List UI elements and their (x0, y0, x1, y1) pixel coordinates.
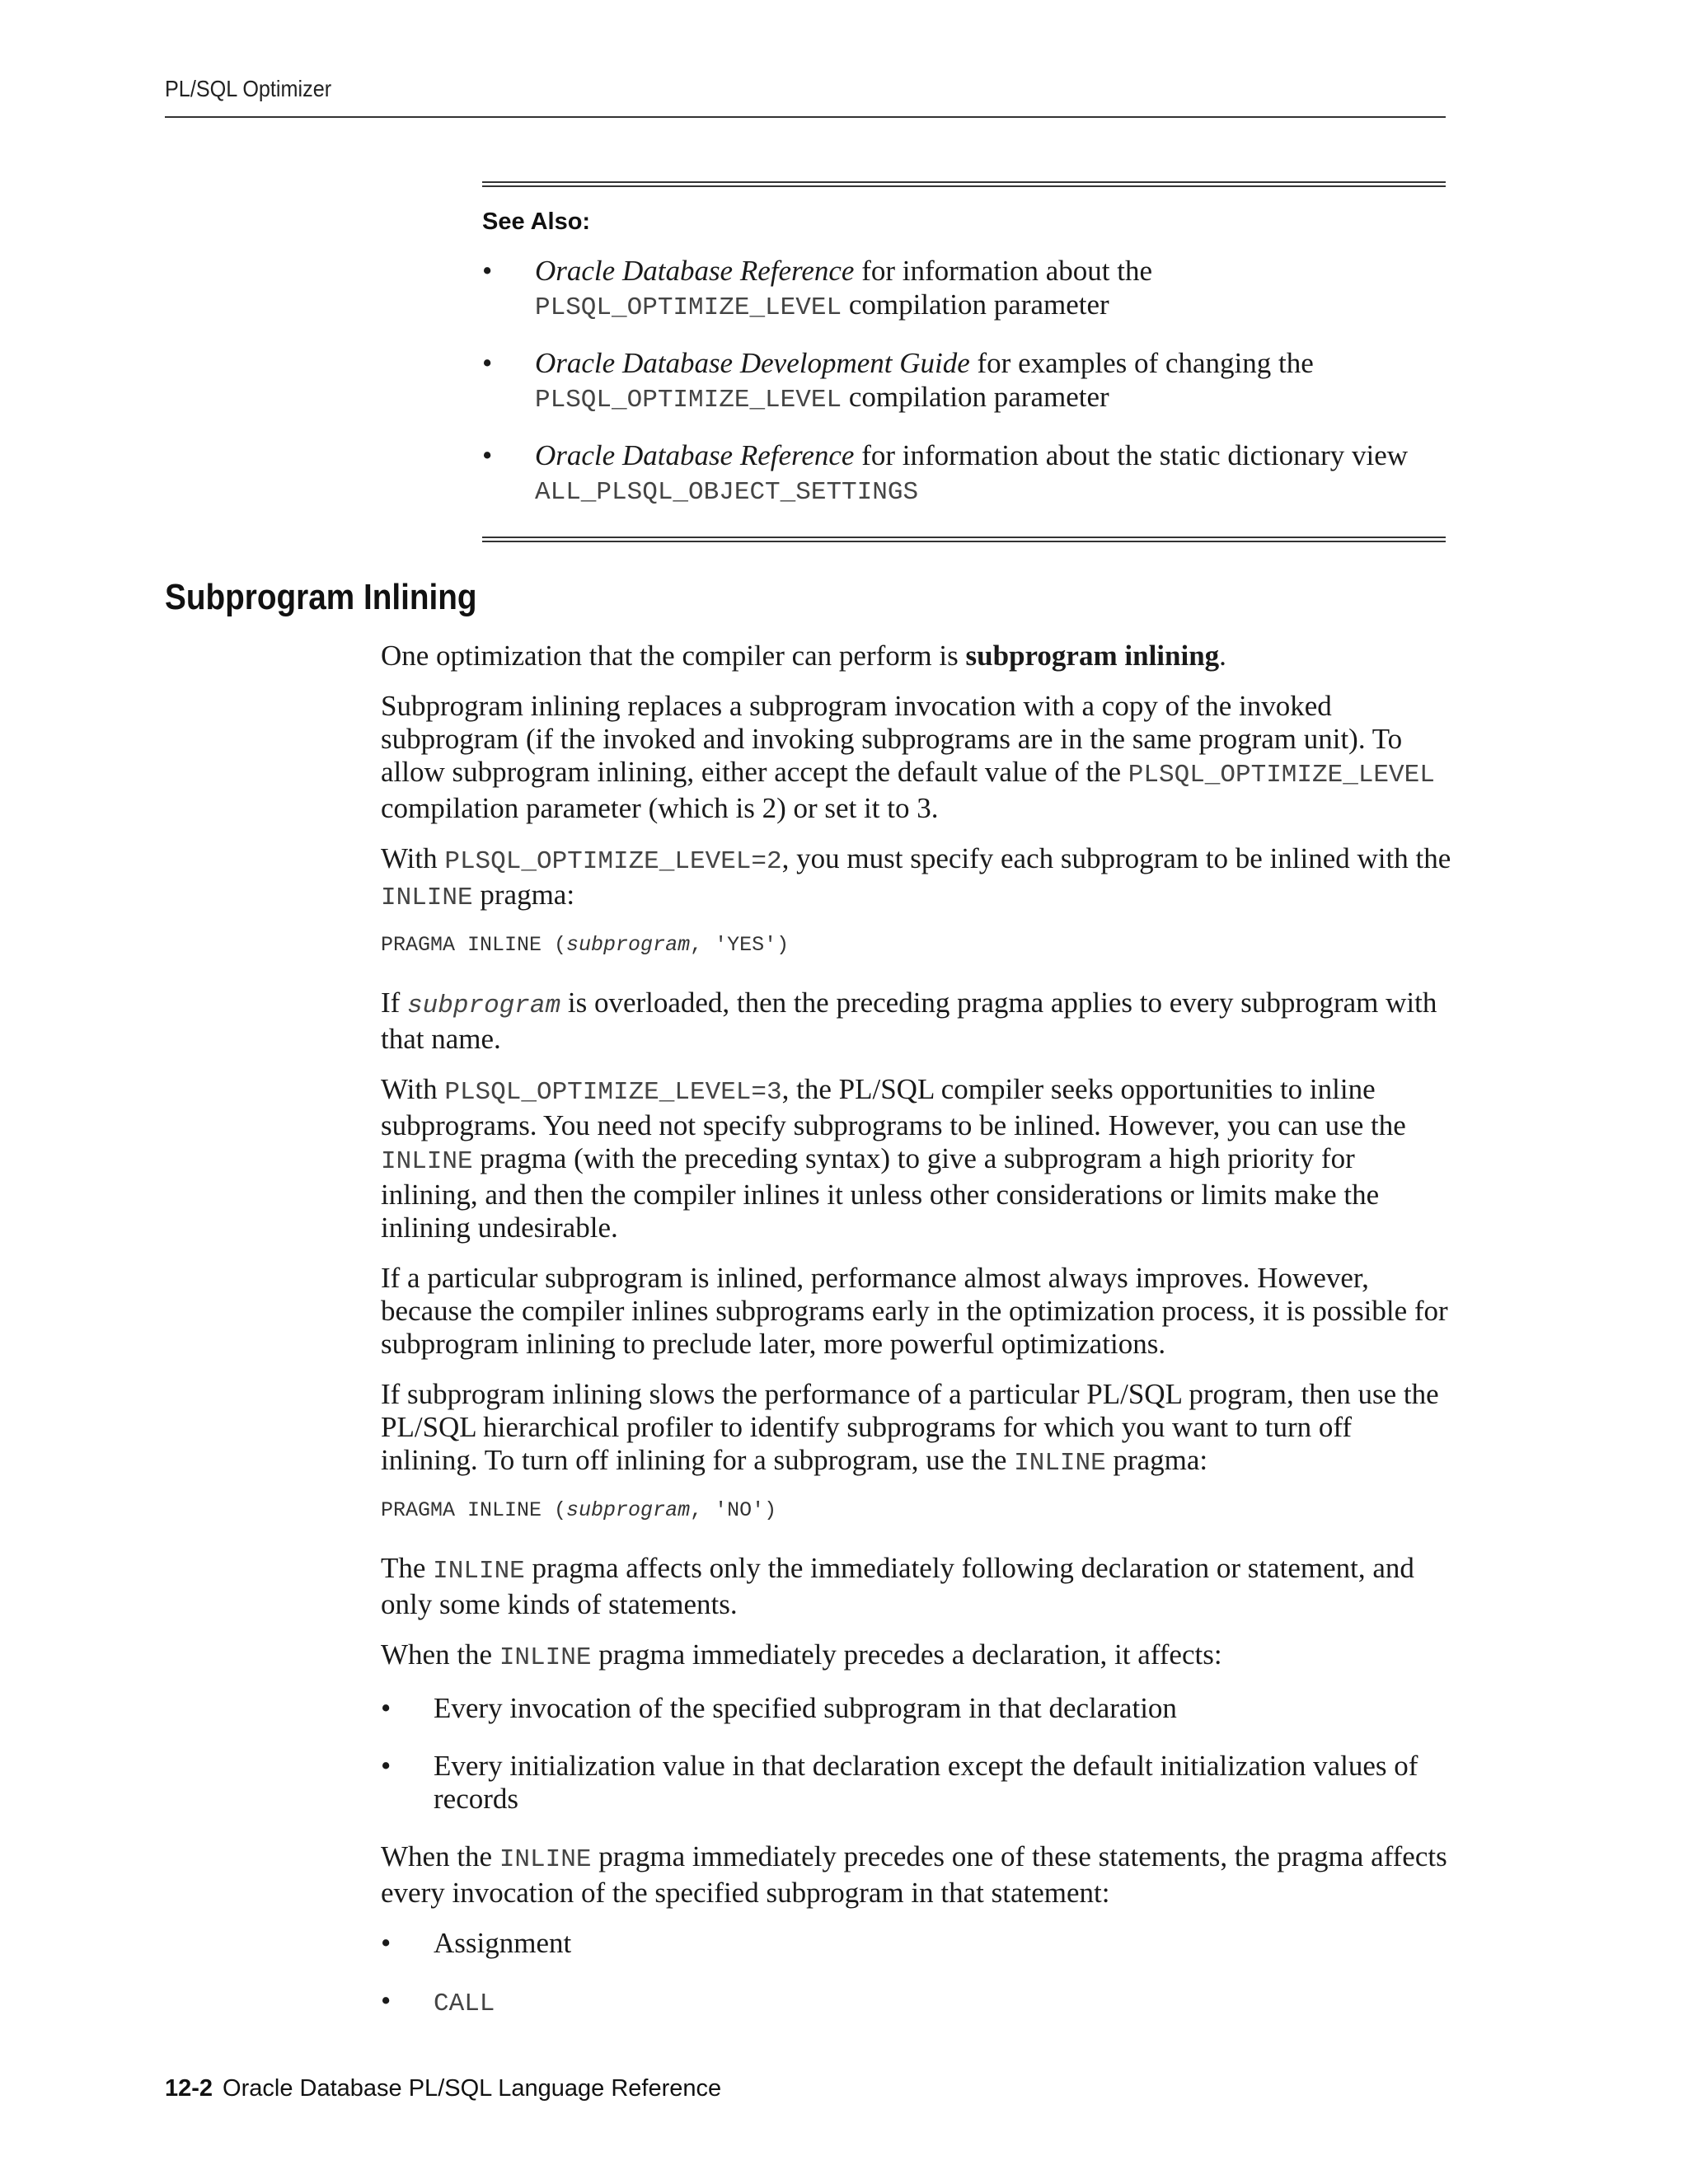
see-also-tail: compilation parameter (842, 288, 1109, 321)
bullet-icon: • (381, 1692, 392, 1724)
section-heading: Subprogram Inlining (165, 577, 477, 617)
book-link[interactable]: Oracle Database Development Guide (535, 347, 970, 379)
bullet-icon: • (381, 1750, 392, 1782)
pragma-code: INLINE (381, 883, 473, 912)
bullet-icon: • (482, 439, 493, 471)
see-also-tail: compilation parameter (842, 381, 1109, 413)
page-footer (165, 2075, 721, 2102)
see-also-title: See Also: (482, 209, 591, 235)
paragraph-level2: With PLSQL_OPTIMIZE_LEVEL=2, you must specify each subprogram to be inlined with the INLINE pragma: (381, 842, 1451, 912)
code-variable: subprogram (566, 1498, 691, 1522)
see-also-text: for information about the (854, 255, 1153, 287)
bullet-icon: • (482, 255, 493, 287)
see-also-text: for information about the static dictionary view (854, 439, 1409, 471)
paragraph-definition: Subprogram inlining replaces a subprogram invocation with a copy of the invoked subprogram (if the invoked and invoking subprograms are in the same program unit). To allow subprogram inlining, either accept the default value of the PLSQL_OPTIMIZE_LEVEL compilation parameter (which is 2) or set it to 3. (381, 690, 1435, 824)
see-also-box (482, 181, 1446, 542)
running-header: PL/SQL Optimizer (165, 76, 332, 101)
paragraph-overloaded: If subprogram is overloaded, then the preceding pragma applies to every subprogram with that name. (381, 987, 1437, 1055)
code-example-no: PRAGMA INLINE (subprogram, 'NO') (381, 1498, 777, 1522)
header-rule (165, 116, 1446, 118)
pragma-code: INLINE (433, 1557, 525, 1586)
see-also-list (482, 254, 1446, 509)
book-link[interactable]: Oracle Database Reference (535, 255, 855, 287)
statement-code: CALL (434, 1990, 495, 2018)
paragraph-turn-off: If subprogram inlining slows the performance of a particular PL/SQL program, then use the PL/SQL hierarchical profiler to identify subprograms for which you want to turn off inlining. To turn off inlining for a subprogram, use the INLINE pragma: (381, 1378, 1439, 1478)
book-link[interactable]: Oracle Database Reference (535, 439, 855, 471)
list-item: • Assignment (381, 1927, 572, 1959)
param-code: PLSQL_OPTIMIZE_LEVEL=2 (444, 847, 782, 876)
list-item: • Every invocation of the specified subprogram in that declaration (381, 1692, 1177, 1724)
code-example-yes: PRAGMA INLINE (subprogram, 'YES') (381, 933, 790, 957)
view-code: ALL_PLSQL_OBJECT_SETTINGS (535, 478, 919, 507)
list-item: • Every initialization value in that declaration except the default initialization values of records (381, 1750, 1418, 1815)
see-also-item (482, 346, 1446, 417)
paragraph-performance: If a particular subprogram is inlined, performance almost always improves. However, because the compiler inlines subprograms early in the optimization process, it is possible for subprogram inlining to preclude later, more powerful optimizations. (381, 1262, 1448, 1360)
param-code: PLSQL_OPTIMIZE_LEVEL (535, 293, 842, 322)
code-variable: subprogram (566, 933, 691, 957)
param-code: PLSQL_OPTIMIZE_LEVEL (1128, 761, 1435, 790)
pragma-code: INLINE (381, 1147, 473, 1176)
list-item (381, 1985, 1452, 2021)
pragma-code: INLINE (499, 1845, 592, 1874)
bullet-icon: • (381, 1927, 392, 1959)
bullet-icon: • (381, 1985, 392, 2017)
page-number: 12-2 (165, 2075, 213, 2102)
pragma-code: INLINE (1014, 1449, 1106, 1478)
see-also-item (482, 438, 1446, 509)
see-also-text: for examples of changing the (969, 347, 1314, 379)
book-title: Oracle Database PL/SQL Language Reference (223, 2075, 722, 2102)
code-variable: subprogram (407, 991, 561, 1020)
declaration-effects-list (381, 1692, 1452, 1816)
paragraph-scope: The INLINE pragma affects only the immediately following declaration or statement, and only some kinds of statements. (381, 1552, 1414, 1620)
param-code: PLSQL_OPTIMIZE_LEVEL=3 (444, 1078, 782, 1107)
term-bold: subprogram inlining (965, 640, 1220, 672)
statement-list (381, 1927, 1452, 2021)
paragraph-level3: With PLSQL_OPTIMIZE_LEVEL=3, the PL/SQL compiler seeks opportunities to inline subprograms. You need not specify subprograms to be inlined. However, you can use the INLINE pragma (with the preceding syntax) to give a subprogram a high priority for inlining, and then the compiler inlines it unless other considerations or limits make the inlining undesirable. (381, 1073, 1406, 1244)
section-body (381, 640, 1452, 2046)
bullet-icon: • (482, 347, 493, 379)
paragraph-statements: When the INLINE pragma immediately precedes one of these statements, the pragma affects every invocation of the specified subprogram in that statement: (381, 1840, 1447, 1909)
param-code: PLSQL_OPTIMIZE_LEVEL (535, 386, 842, 415)
paragraph-intro: One optimization that the compiler can perform is subprogram inlining. (381, 640, 1226, 672)
pragma-code: INLINE (499, 1643, 592, 1672)
see-also-item (482, 254, 1446, 325)
paragraph-declaration: When the INLINE pragma immediately precedes a declaration, it affects: (381, 1638, 1222, 1672)
